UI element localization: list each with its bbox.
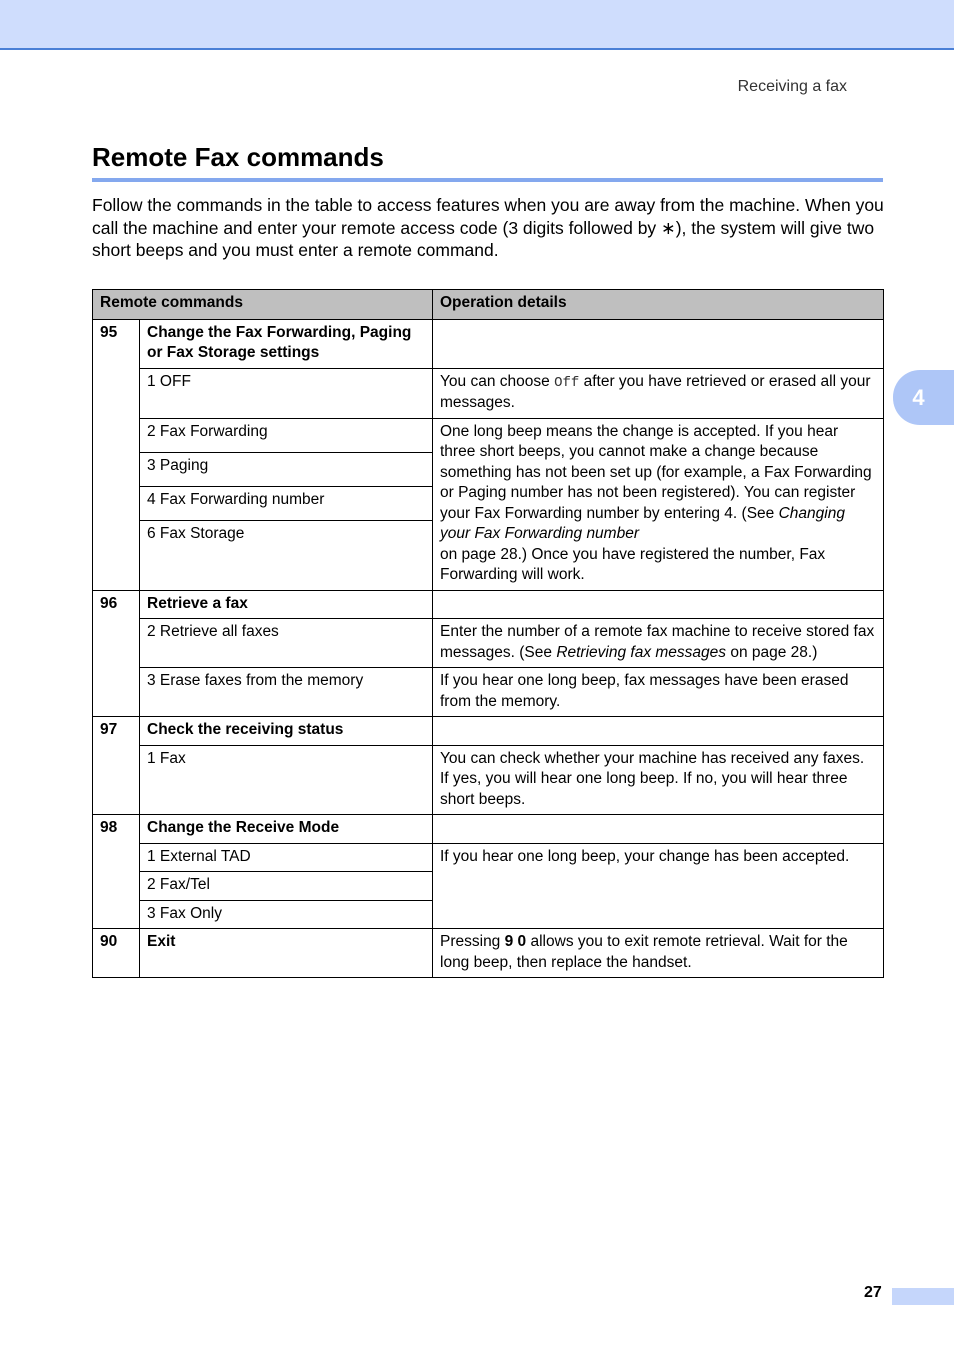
table-header-row xyxy=(93,290,884,320)
command-title-95: Change the Fax Forwarding, Paging or Fax Storage settings xyxy=(140,319,433,368)
detail-off xyxy=(433,368,884,418)
key-sequence: 9 0 xyxy=(504,933,527,950)
detail-text: allows you to exit remote retrieval. Wait for the long beep, then replace the handset. xyxy=(440,933,848,971)
chapter-number: 4 xyxy=(912,384,925,410)
table-row xyxy=(93,745,884,815)
detail-text: Pressing xyxy=(440,933,505,950)
option-fax-storage: 6 Fax Storage xyxy=(140,520,433,590)
cross-reference: Retrieving fax messages xyxy=(556,643,727,661)
page-number-bar xyxy=(892,1288,954,1305)
table-row xyxy=(93,815,884,844)
table-row xyxy=(93,590,884,619)
detail-erase-faxes: If you hear one long beep, fax messages have been erased from the memory. xyxy=(433,668,884,717)
command-title-98: Change the Receive Mode xyxy=(140,815,433,844)
page-title: Remote Fax commands xyxy=(92,142,384,172)
table-row xyxy=(93,418,884,452)
chapter-tab[interactable] xyxy=(893,370,954,425)
table-row xyxy=(93,929,884,978)
table-row xyxy=(93,619,884,668)
detail-exit xyxy=(433,929,884,978)
empty-detail xyxy=(433,717,884,746)
empty-detail xyxy=(433,815,884,844)
remote-commands-table xyxy=(92,289,884,978)
option-off: 1 OFF xyxy=(140,368,433,418)
detail-text: on page 28.) xyxy=(726,643,818,661)
command-code-95: 95 xyxy=(93,319,140,590)
detail-retrieve-all xyxy=(433,619,884,668)
empty-detail xyxy=(433,590,884,619)
detail-text: You can choose xyxy=(440,372,555,390)
table-row xyxy=(93,717,884,746)
command-code-98: 98 xyxy=(93,815,140,929)
command-title-97: Check the receiving status xyxy=(140,717,433,746)
command-title-96: Retrieve a fax xyxy=(140,590,433,619)
option-fax-forwarding: 2 Fax Forwarding xyxy=(140,418,433,452)
top-color-band xyxy=(0,0,954,50)
option-erase-faxes: 3 Erase faxes from the memory xyxy=(140,668,433,717)
command-title-90: Exit xyxy=(140,929,433,978)
command-code-90: 90 xyxy=(93,929,140,978)
detail-text: on page 28.) Once you have registered the number, Fax Forwarding will work. xyxy=(440,545,826,583)
table-row xyxy=(93,319,884,368)
detail-text: after you have retrieved or erased all your messages. xyxy=(440,372,871,411)
command-code-96: 96 xyxy=(93,590,140,717)
command-code-97: 97 xyxy=(93,717,140,815)
option-external-tad: 1 External TAD xyxy=(140,843,433,872)
option-paging: 3 Paging xyxy=(140,452,433,486)
detail-text: One long beep means the change is accepted. If you hear three short beeps, you cannot make a change because something has not been set up (for example, a Fax Forwarding or Paging number has not been registered). You can register your Fax Forwarding number by entering 4. (See xyxy=(440,422,872,522)
option-fax-tel: 2 Fax/Tel xyxy=(140,872,433,901)
detail-forwarding xyxy=(433,418,884,590)
empty-detail xyxy=(433,319,884,368)
title-underline xyxy=(92,178,883,182)
table-row xyxy=(93,843,884,872)
page-number: 27 xyxy=(864,1284,882,1301)
detail-fax: You can check whether your machine has received any faxes. If yes, you will hear one long beep. If no, you will hear three short beeps. xyxy=(433,745,884,815)
table-row xyxy=(93,368,884,418)
header-remote-commands: Remote commands xyxy=(93,290,433,320)
intro-paragraph: Follow the commands in the table to access features when you are away from the machine. When you call the machine and enter your remote access code (3 digits followed by ∗), the system will give two short beeps and you must enter a remote command. xyxy=(92,195,884,260)
detail-text: Enter the number of a remote fax machine to receive stored fax messages. (See xyxy=(440,623,875,661)
cross-reference: Changing your Fax Forwarding number xyxy=(440,504,845,542)
option-retrieve-all: 2 Retrieve all faxes xyxy=(140,619,433,668)
option-fax: 1 Fax xyxy=(140,745,433,815)
detail-receive-mode: If you hear one long beep, your change has been accepted. xyxy=(433,843,884,929)
option-fax-forwarding-number: 4 Fax Forwarding number xyxy=(140,486,433,520)
table-row xyxy=(93,668,884,717)
header-operation-details: Operation details xyxy=(433,290,884,320)
running-header: Receiving a fax xyxy=(737,78,847,95)
off-code-text: Off xyxy=(554,374,580,391)
option-fax-only: 3 Fax Only xyxy=(140,900,433,929)
